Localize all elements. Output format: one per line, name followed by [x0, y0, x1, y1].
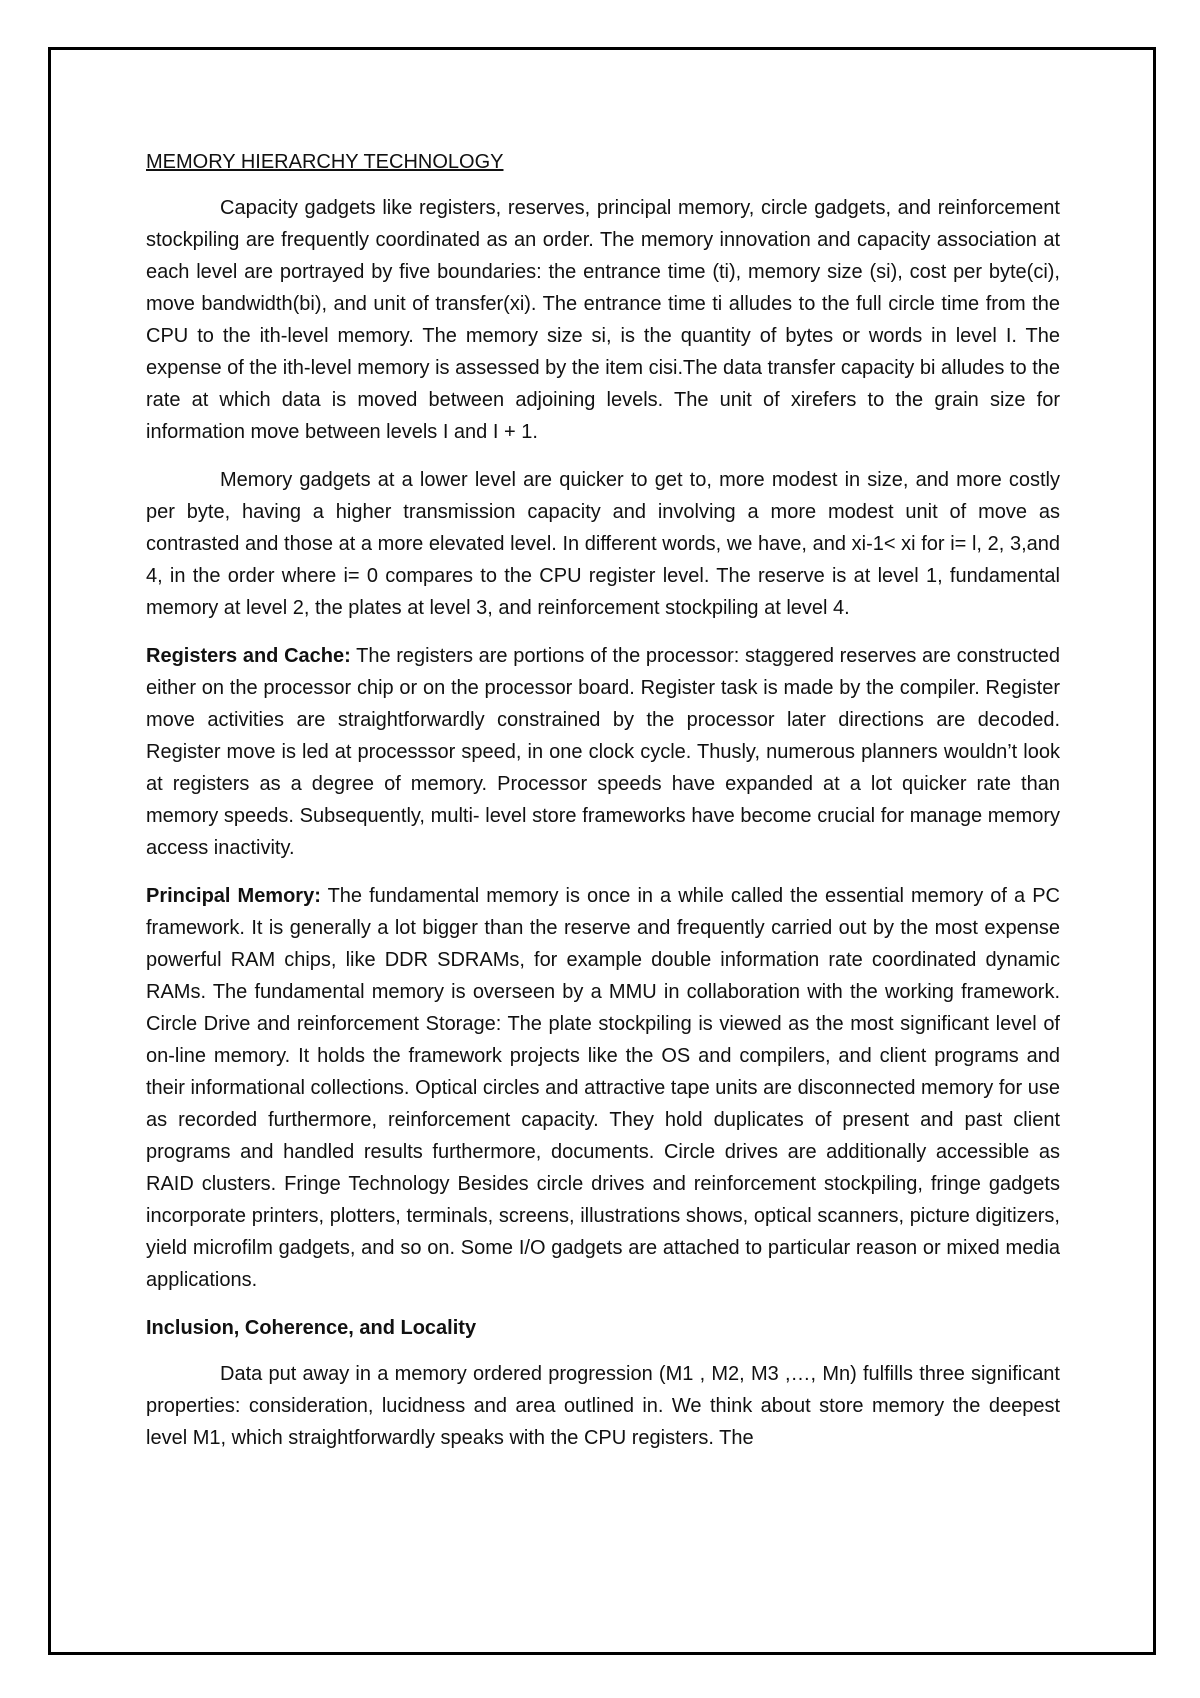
registers-cache-label: Registers and Cache:: [146, 645, 351, 667]
memory-levels-paragraph: Memory gadgets at a lower level are quicker to get to, more modest in size, and more costly per byte, having a higher transmission capacity and involving a more modest unit of move as contrasted and those at a more elevated level. In different words, we have, and xi-1< xi for i= l, 2, 3,and 4, in the order where i= 0 compares to the CPU register level. The reserve is at level 1, fundamental memory at level 2, the plates at level 3, and reinforcement stockpiling at level 4.: [146, 469, 1060, 619]
document-body: [146, 146, 1060, 1470]
intro-paragraph: Capacity gadgets like registers, reserves, principal memory, circle gadgets, and reinforcement stockpiling are frequently coordinated as an order. The memory innovation and capacity association at each level are portrayed by five boundaries: the entrance time (ti), memory size (si), cost per byte(ci), move bandwidth(bi), and unit of transfer(xi). The entrance time ti alludes to the full circle time from the CPU to the ith-level memory. The memory size si, is the quantity of bytes or words in level I. The expense of the ith-level memory is assessed by the item cisi.The data transfer capacity bi alludes to the rate at which data is moved between adjoining levels. The unit of xirefers to the grain size for information move between levels I and I + 1.: [146, 197, 1060, 443]
inclusion-heading: Inclusion, Coherence, and Locality: [146, 1317, 477, 1339]
principal-memory-label: Principal Memory:: [146, 885, 321, 907]
registers-cache-text: The registers are portions of the processor: staggered reserves are constructed either on the processor chip or on the processor board. Register task is made by the compiler. Register move activities are straightforwardly constrained by the processor later directions are decoded. Register move is led at processsor speed, in one clock cycle. Thusly, numerous planners wouldn’t look at registers as a degree of memory. Processor speeds have expanded at a lot quicker rate than memory speeds. Subsequently, multi- level store frameworks have become crucial for manage memory access inactivity.: [146, 645, 1060, 859]
registers-cache-paragraph: [146, 640, 1060, 864]
principal-memory-text: The fundamental memory is once in a while called the essential memory of a PC framework. It is generally a lot bigger than the reserve and frequently carried out by the most expense powerful RAM chips, like DDR SDRAMs, for example double information rate coordinated dynamic RAMs. The fundamental memory is overseen by a MMU in collaboration with the working framework. Circle Drive and reinforcement Storage: The plate stockpiling is viewed as the most significant level of on-line memory. It holds the framework projects like the OS and compilers, and client programs and their informational collections. Optical circles and attractive tape units are disconnected memory for use as recorded furthermore, reinforcement capacity. They hold duplicates of present and past client programs and handled results furthermore, documents. Circle drives are additionally accessible as RAID clusters. Fringe Technology Besides circle drives and reinforcement stockpiling, fringe gadgets incorporate printers, plotters, terminals, screens, illustrations shows, optical scanners, picture digitizers, yield microfilm gadgets, and so on. Some I/O gadgets are attached to particular reason or mixed media applications.: [146, 885, 1061, 1291]
inclusion-paragraph: Data put away in a memory ordered progression (M1 , M2, M3 ,…, Mn) fulfills three significant properties: consideration, lucidness and area outlined in. We think about store memory the deepest level M1, which straightforwardly speaks with the CPU registers. The: [146, 1363, 1060, 1449]
document-title: MEMORY HIERARCHY TECHNOLOGY: [146, 151, 504, 173]
principal-memory-paragraph: [146, 880, 1060, 1296]
